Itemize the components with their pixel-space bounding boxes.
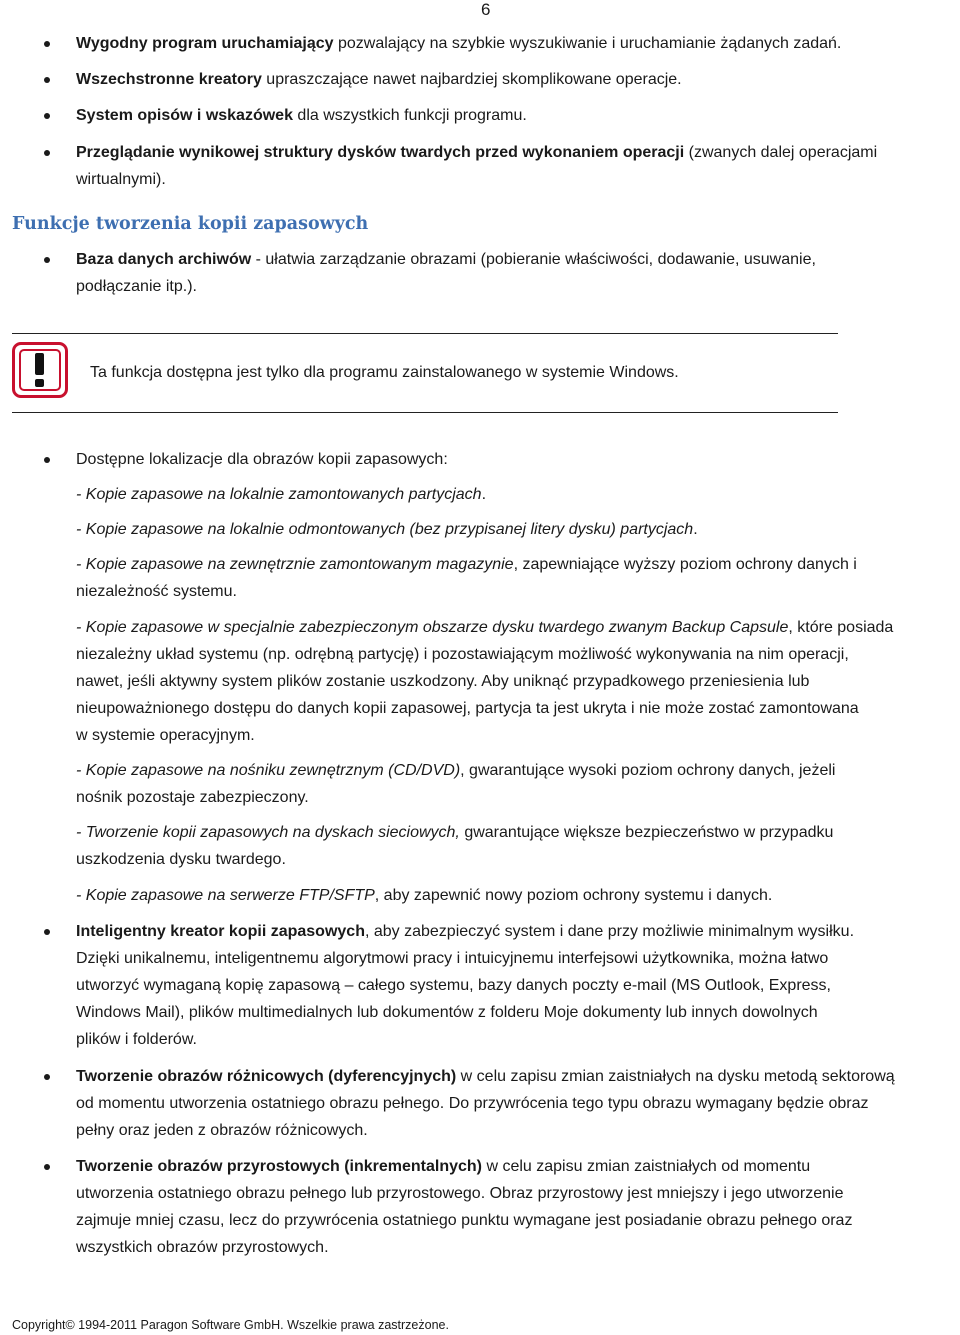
feature-bullet-preview: Przeglądanie wynikowej struktury dysków twardych przed wykonaniem operacji (zwanych dalej operacjami [76,144,878,161]
page-number: 6 [481,0,491,19]
footer-copyright: Copyright© 1994-2011 Paragon Software GmbH. Wszelkie prawa zastrzeżone. [12,1318,449,1332]
locations-title: Dostępne lokalizacje dla obrazów kopii zapasowych: [76,451,448,468]
bullet-dot [44,150,50,156]
location-item-cont: w systemie operacyjnym. [76,727,255,744]
differential-images-bullet-cont: od momentu utworzenia ostatniego obrazu pełnego. Do przywrócenia tego typu obrazu wymagany będzie obraz [76,1095,869,1112]
location-item: - Kopie zapasowe na serwerze FTP/SFTP, aby zapewnić nowy poziom ochrony systemu i danych. [76,887,773,904]
location-item-cont: nawet, jeśli aktywny system plików zostanie uszkodzony. Aby uniknąć przypadkowego przeniesienia lub [76,673,810,690]
feature-bullet-preview-cont: wirtualnymi). [76,171,166,188]
smart-wizard-bullet-cont: utworzyć wymaganą kopię zapasową – całego systemu, bazy danych poczty e-mail (MS Outlook, Express, [76,977,831,994]
warning-bottom-rule [12,412,838,413]
bullet-dot [44,257,50,263]
incremental-images-bullet: Tworzenie obrazów przyrostowych (inkrementalnych) w celu zapisu zmian zaistniałych od momentu [76,1158,811,1175]
location-item: - Kopie zapasowe na zewnętrznie zamontowanym magazynie, zapewniające wyższy poziom ochrony danych i [76,556,857,573]
location-item: - Kopie zapasowe na lokalnie odmontowanych (bez przypisanej litery dysku) partycjach. [76,521,698,538]
differential-images-bullet: Tworzenie obrazów różnicowych (dyferencyjnych) w celu zapisu zmian zaistniałych na dysku metodą sektorową [76,1068,895,1085]
bullet-dot [44,113,50,119]
feature-bullet-wizards: Wszechstronne kreatory upraszczające nawet najbardziej skomplikowane operacje. [76,71,682,88]
warning-top-rule [12,333,838,334]
smart-wizard-bullet: Inteligentny kreator kopii zapasowych, aby zabezpieczyć system i dane przy możliwie minimalnym wysiłku. [76,923,855,940]
bullet-dot [44,77,50,83]
location-item-cont: niezależny układ systemu (np. odrębną partycję) i pozostawiającym możliwość wykonywania na nim operacji, [76,646,849,663]
archive-db-bullet: Baza danych archiwów - ułatwia zarządzanie obrazami (pobieranie właściwości, dodawanie, usuwanie, [76,251,816,268]
location-item-cont: uszkodzenia dysku twardego. [76,851,286,868]
location-item-cont: niezależność systemu. [76,583,237,600]
differential-images-bullet-cont: pełny oraz jeden z obrazów różnicowych. [76,1122,368,1139]
exclamation-warning-icon [12,342,68,398]
bullet-dot [44,1164,50,1170]
smart-wizard-bullet-cont: Dzięki unikalnemu, inteligentnemu algorytmowi pracy i intuicyjnemu interfejsowi użytkownika, można łatwo [76,950,829,967]
bullet-dot [44,1074,50,1080]
warning-text: Ta funkcja dostępna jest tylko dla programu zainstalowanego w systemie Windows. [90,364,679,381]
incremental-images-bullet-cont: zajmuje mniej czasu, lecz do przywrócenia ostatniego punktu wymagane jest posiadanie obrazu pełnego oraz [76,1212,853,1229]
bullet-dot [44,41,50,47]
section-heading: Funkcje tworzenia kopii zapasowych [12,214,369,234]
feature-bullet-help: System opisów i wskazówek dla wszystkich funkcji programu. [76,107,527,124]
location-item: - Kopie zapasowe na nośniku zewnętrznym (CD/DVD), gwarantujące wysoki poziom ochrony danych, jeżeli [76,762,836,779]
location-item: - Tworzenie kopii zapasowych na dyskach sieciowych, gwarantujące większe bezpieczeństwo w przypadku [76,824,834,841]
location-item-cont: nieupoważnionego dostępu do danych kopii zapasowej, partycja ta jest ukryta i nie może zostać zamontowana [76,700,859,717]
location-item: - Kopie zapasowe w specjalnie zabezpieczonym obszarze dysku twardego zwanym Backup Capsule, które posiada [76,619,894,636]
feature-bullet-launcher: Wygodny program uruchamiający pozwalający na szybkie wyszukiwanie i uruchamianie żądanych zadań. [76,35,842,52]
bullet-dot [44,929,50,935]
archive-db-bullet-cont: podłączanie itp.). [76,278,197,295]
bullet-dot [44,457,50,463]
smart-wizard-bullet-cont: Windows Mail), plików multimedialnych lub dokumentów z folderu Moje dokumenty lub innych dowolnych [76,1004,818,1021]
incremental-images-bullet-cont: wszystkich obrazów przyrostowych. [76,1239,329,1256]
location-item: - Kopie zapasowe na lokalnie zamontowanych partycjach. [76,486,487,503]
incremental-images-bullet-cont: utworzenia ostatniego obrazu pełnego lub przyrostowego. Obraz przyrostowy jest mniejszy i jego utworzenie [76,1185,844,1202]
smart-wizard-bullet-cont: plików i folderów. [76,1031,197,1048]
location-item-cont: nośnik pozostaje zabezpieczony. [76,789,309,806]
